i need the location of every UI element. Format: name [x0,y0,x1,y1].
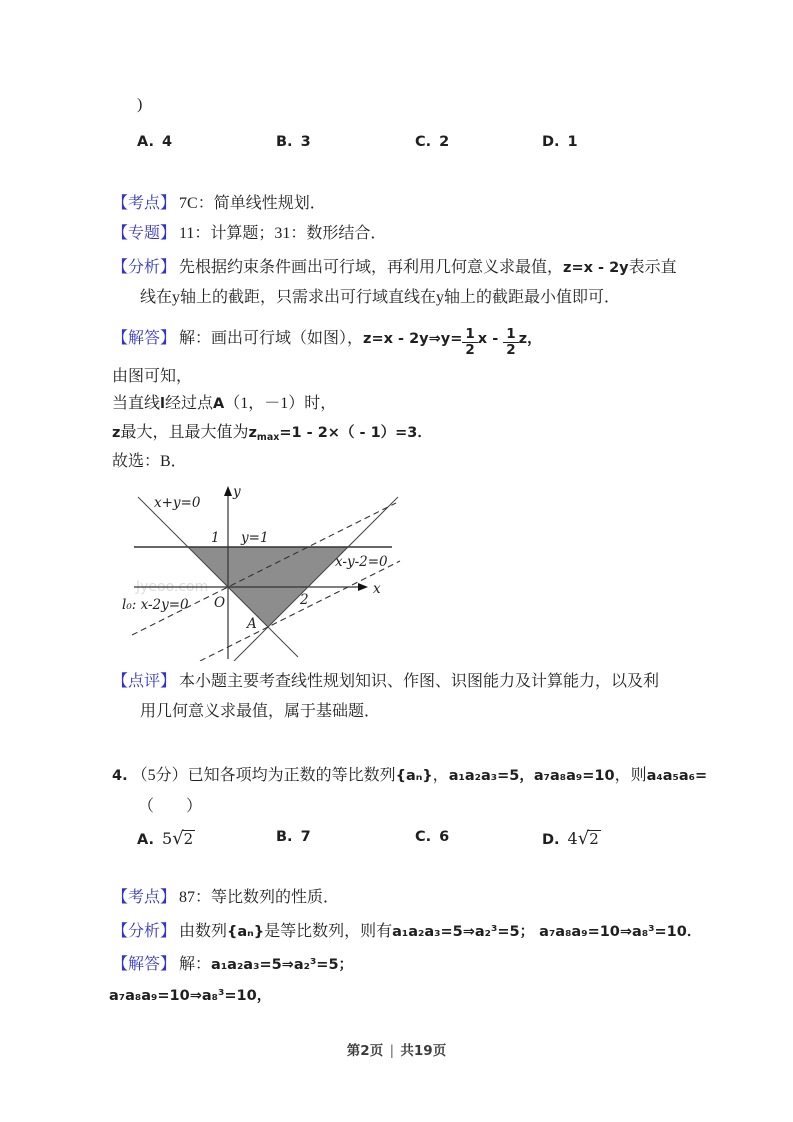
q3-options-row [137,133,578,151]
q4-options-row [137,828,601,849]
footer-page-number: 第2页 [346,1043,384,1059]
sqrt-sign: √ [577,828,590,849]
body-text: 经过点 [165,395,214,412]
q3-kaodian-line [112,194,326,214]
paren-blank-text: （ ） [138,798,203,815]
q4-answer-paren-blank [138,797,202,817]
jieda-formula: a₇a₈a₉=10⇒a₈³=10， [109,988,272,1004]
label-x-axis: x [373,581,381,597]
formula: z [248,425,257,441]
option-label: C. [415,829,432,845]
question-number: 4. [112,768,128,784]
label-y-axis: y [233,484,241,500]
fenxi-tag: 【分析】 [112,259,177,276]
label-tick-2: 2 [300,592,309,608]
body-text: （1，－1）时， [224,395,337,412]
jieda-text: 解：画出可行域（如图）， [179,329,364,347]
q4-jieda-line [112,955,353,975]
fraction [462,327,477,358]
option-value: 3 [300,134,311,150]
stem-formula: {aₙ} [395,768,433,784]
option-label: D. [542,134,560,150]
q4-fenxi-line [112,922,701,942]
label-point-A: A [247,616,257,632]
label-origin: O [214,595,226,611]
option-label: C. [415,134,432,150]
q4-option-d [542,828,601,849]
kaodian-tag: 【考点】 [112,195,177,212]
q4-option-a [137,828,276,849]
q3-option-c [415,133,542,151]
stem-formula: a₁a₂a₃=5，a₇a₈a₉=10 [448,768,615,784]
q3-line-choice [112,452,187,472]
fraction-numerator: 1 [462,327,477,343]
option-label: A. [137,832,154,848]
body-text: 故选：B． [112,453,187,470]
q4-jieda-cont-line [109,986,271,1006]
q3-option-d [542,133,578,151]
fraction [503,327,518,358]
option-label: B. [276,134,293,150]
q3-dianping-line1 [112,672,659,692]
jieda-text: 解： [179,956,212,973]
option-value: 5 [162,829,173,848]
q3-option-a [137,133,276,151]
q3-line-visible [112,367,192,387]
option-label: D. [542,832,560,848]
dianping-tag: 【点评】 [112,673,177,690]
jieda-tag: 【解答】 [112,329,177,347]
body-text: 当直线 [112,395,161,412]
option-label: A. [137,134,154,150]
q3-line-zmax [112,423,432,448]
kaodian-text: 87：等比数列的性质． [179,889,340,906]
option-label: B. [276,829,293,845]
fenxi-text: 先根据约束条件画出可行域，再利用几何意义求最值， [179,259,564,276]
kaodian-text: 7C：简单线性规划． [179,195,326,212]
q3-line-pointA [112,394,336,414]
option-value: 1 [567,134,578,150]
zhuanti-text: 11：计算题；31：数形结合． [179,225,387,242]
q3-stem-close-paren [137,95,142,115]
option-value: 2 [439,134,450,150]
stem-formula: a₄a₅a₆= [646,768,708,784]
formula: z [112,425,121,441]
fenxi-text: 线在y轴上的截距，只需求出可行域直线在y轴上的截距最小值即可． [140,289,621,306]
formula: =1 - 2×（ - 1）=3． [279,425,432,441]
kaodian-tag: 【考点】 [112,889,177,906]
fenxi-text: 由数列 [179,923,228,940]
q3-zhuanti-line [112,224,386,244]
label-line-l0: l₀: x-2y=0 [122,597,189,613]
q4-kaodian-line [112,888,339,908]
stem-text: ，则 [614,767,647,784]
fenxi-text: 表示直 [628,259,677,276]
footer-separator: | [390,1043,394,1059]
jieda-formula: z， [518,330,542,347]
stem-text: （5分）已知各项均为正数的等比数列 [131,767,396,784]
fenxi-formula: z=x - 2y [563,260,629,276]
sqrt-radicand: 2 [183,830,194,848]
close-paren-text: ) [137,96,143,113]
body-text: 最大，且最大值为 [120,424,249,441]
fenxi-tag: 【分析】 [112,923,177,940]
dianping-text: 用几何意义求最值，属于基础题． [140,703,381,720]
fraction-denominator: 2 [465,341,475,358]
option-value: 7 [300,829,311,845]
sqrt-radicand: 2 [589,830,599,848]
fraction-denominator: 2 [506,341,516,358]
q3-jieda-line [112,327,542,358]
q4-stem-line [112,766,707,786]
sqrt-sign: √ [172,828,184,849]
label-y-equals-1: y=1 [241,530,269,546]
footer-total-pages: 共19页 [400,1043,447,1059]
label-line-x-plus-y: x+y=0 [154,495,201,511]
zhuanti-tag: 【专题】 [112,225,177,242]
option-value: 6 [439,829,450,845]
watermark-text: Jyeoo.com [136,579,209,595]
q3-option-b [276,133,415,151]
q3-dianping-line2 [140,702,380,722]
jieda-formula: z=x - 2y⇒y= [363,330,463,347]
dianping-text: 本小题主要考查线性规划知识、作图、识图能力及计算能力，以及利 [179,673,660,690]
jieda-formula: x - [477,330,504,347]
q3-fenxi-line1 [112,258,677,278]
subscript-max: max [256,432,280,443]
x-axis-arrow [358,583,368,591]
jieda-tag: 【解答】 [112,956,177,973]
stem-text: ， [432,767,449,784]
q4-option-c [415,828,542,849]
label-tick-1: 1 [211,530,220,546]
label-line-x-minus-y-2: x-y-2=0 [335,554,388,570]
page-footer [0,1039,793,1060]
q4-option-b [276,828,415,849]
option-value: 4 [162,134,173,150]
q3-fenxi-line2 [140,288,620,308]
q3-feasible-region-graph [120,481,405,661]
fenxi-formula: {aₙ} [227,924,265,940]
graph-svg [120,481,405,661]
y-axis-arrow [224,486,232,496]
option-value: 4 [567,829,578,848]
jieda-formula: a₁a₂a₃=5⇒a₂³=5； [211,957,354,973]
fenxi-text: 是等比数列，则有 [264,923,393,940]
fraction-numerator: 1 [503,327,518,343]
formula: l [160,396,165,412]
formula: A [213,396,225,412]
body-text: 由图可知， [112,368,193,385]
fenxi-formula: a₁a₂a₃=5⇒a₂³=5； a₇a₈a₉=10⇒a₈³=10． [392,924,702,940]
